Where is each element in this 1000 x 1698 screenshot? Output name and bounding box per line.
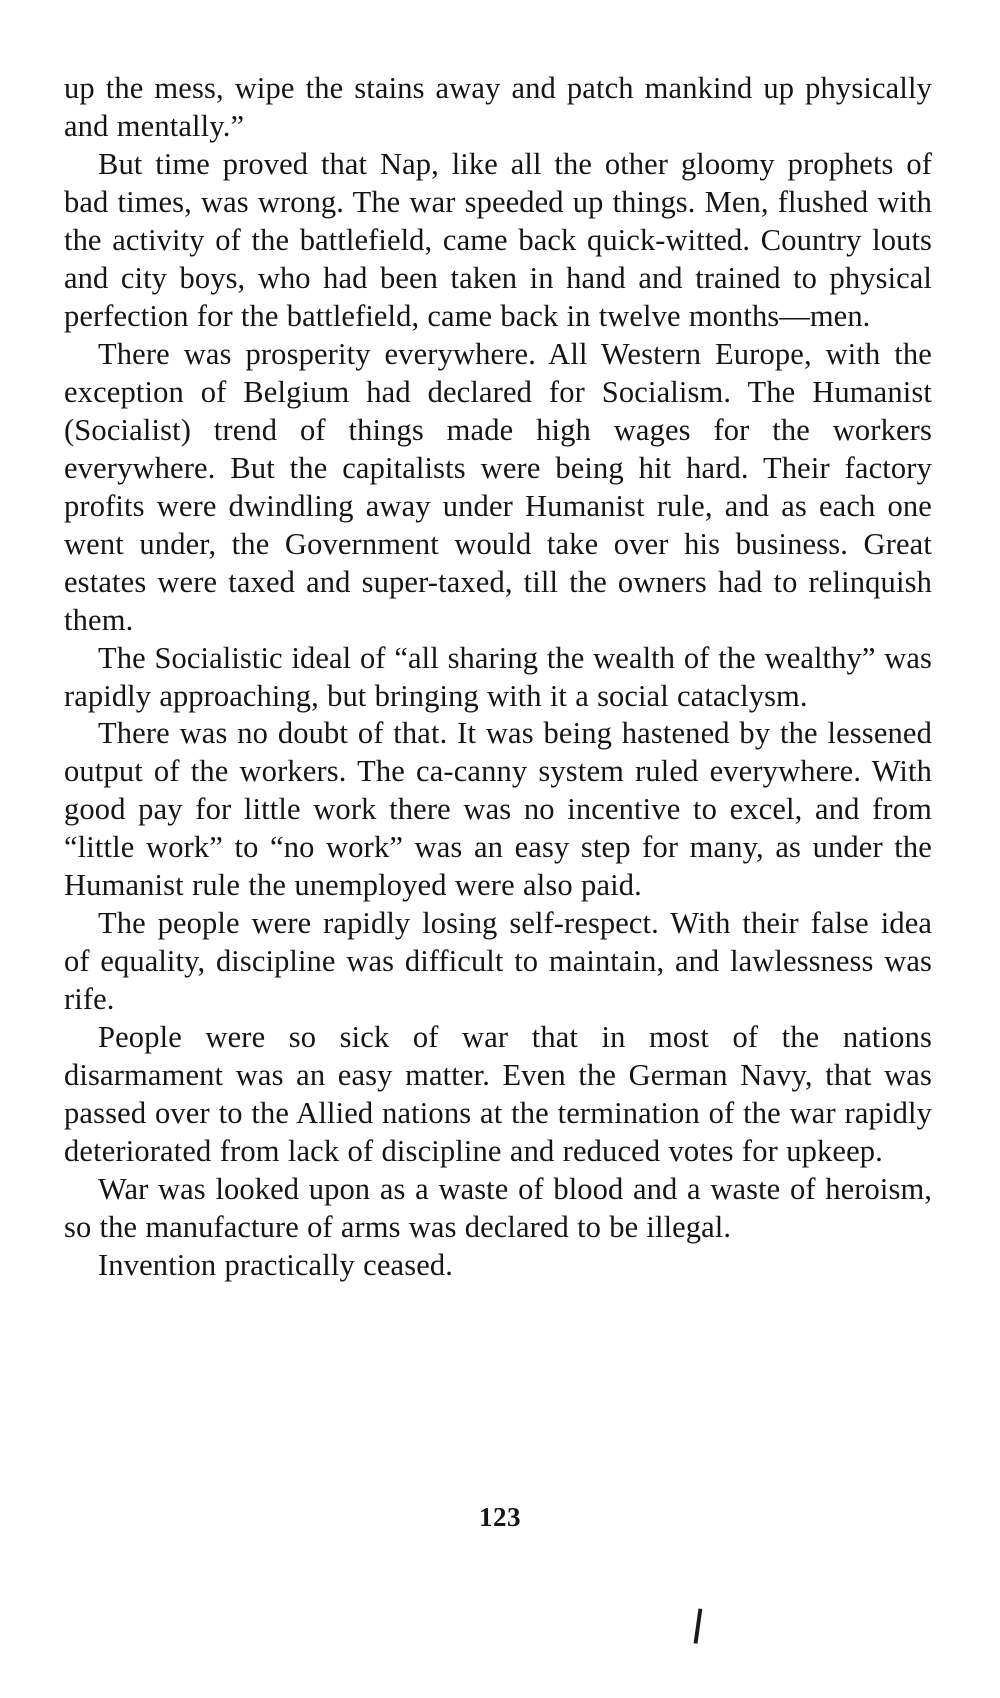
paragraph: Invention practically ceased.	[98, 1248, 454, 1283]
paragraph: There was prosperity everywhere. All Western Europe, with the exception of Belgium had declared for Socialism. The Humanist (Socialist) trend of things made high wages for the workers everywhere. But the capitalists were being hit hard. Their factory profits were dwindling away under Humanist rule, and as each one went under, the Government would take over his business. Great estates were taxed and super-taxed, till the owners had to relinquish them.	[64, 336, 932, 637]
page-body-text	[64, 70, 932, 1285]
paragraph: The Socialistic ideal of “all sharing the wealth of the wealthy” was rapidly approaching, but bringing with it a social cataclysm.	[64, 640, 932, 713]
paragraph: up the mess, wipe the stains away and patch mankind up physically and mentally.”	[64, 71, 932, 143]
paragraph: People were so sick of war that in most of the nations disarmament was an easy matter. Even the German Navy, that was passed over to the Allied nations at the termination of the war rapidly deteriorated from lack of discipline and reduced votes for upkeep.	[64, 1020, 932, 1169]
paragraph: The people were rapidly losing self-respect. With their false idea of equality, discipline was difficult to maintain, and lawlessness was rife.	[64, 906, 932, 1017]
page-number: 123	[479, 1502, 521, 1532]
paragraph: War was looked upon as a waste of blood and a waste of heroism, so the manufacture of arms was declared to be illegal.	[64, 1172, 932, 1245]
ink-mark-icon: ❘	[681, 1604, 715, 1645]
paragraph: There was no doubt of that. It was being hastened by the lessened output of the workers. The ca-canny system ruled everywhere. With good pay for little work there was no incentive to excel, and from “little work” to “no work” was an easy step for many, as under the Humanist rule the unemployed were also paid.	[64, 716, 932, 903]
paragraph: But time proved that Nap, like all the other gloomy prophets of bad times, was wrong. The war speeded up things. Men, flushed with the activity of the battlefield, came back quick-witted. Country louts and city boys, who had been taken in hand and trained to physical perfection for the battlefield, came back in twelve months—men.	[64, 146, 932, 333]
